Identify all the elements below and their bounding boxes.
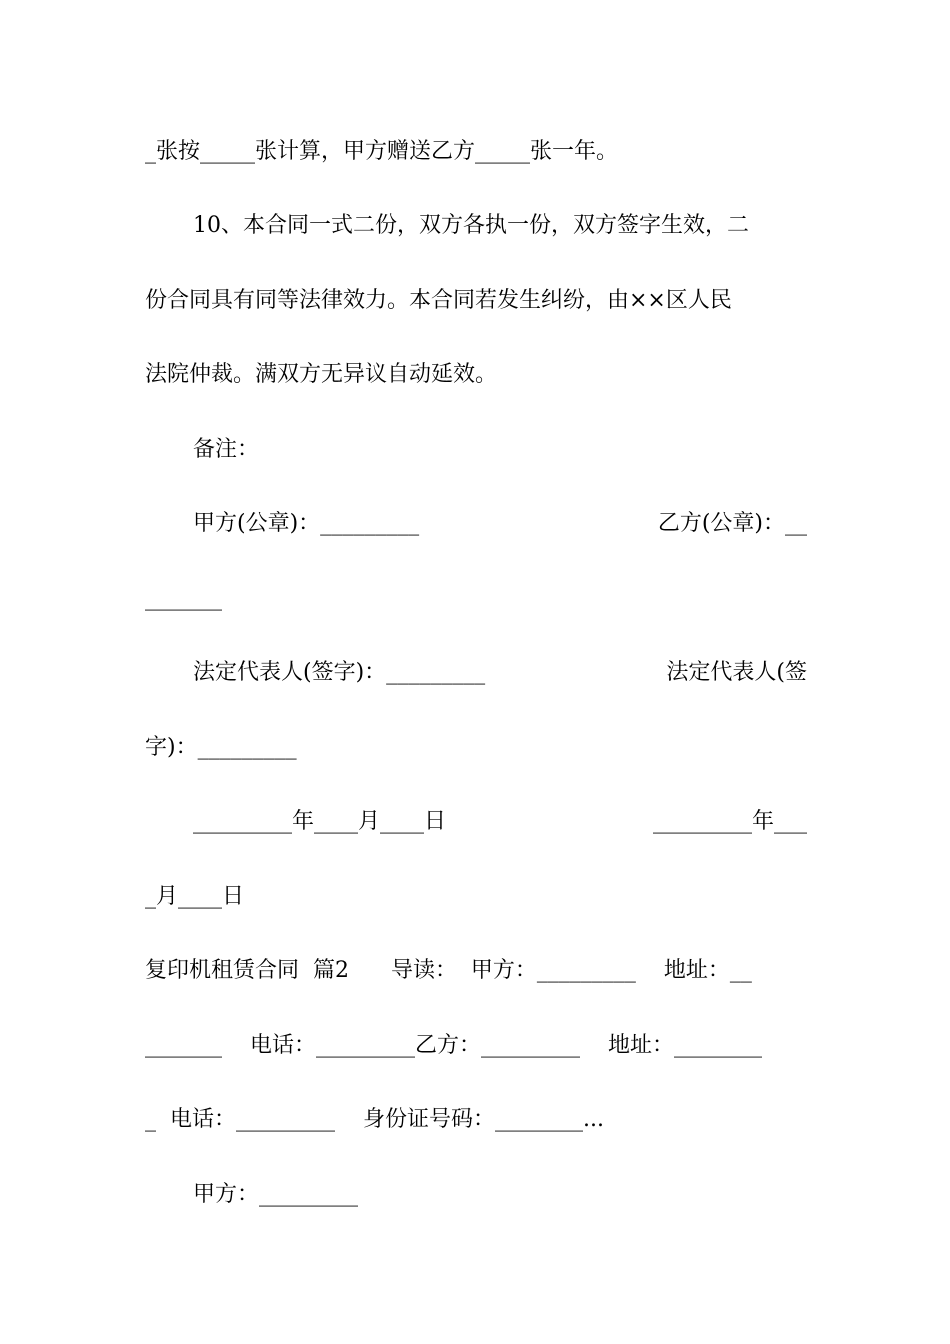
text-line: 法院仲裁。满双方无异议自动延效。: [145, 362, 498, 387]
date-b-line: _________年___: [652, 809, 807, 834]
text-line: 甲方：_________: [193, 1182, 359, 1207]
text-line: 备注：: [193, 437, 260, 462]
text-line: 字)：_________: [145, 735, 297, 760]
section-heading-line: 复印机租赁合同 篇2 导读： 甲方：_________ 地址：__: [145, 958, 752, 983]
text-line: _月____日: [145, 884, 245, 909]
text-line: _ 电话：_________ 身份证号码：________...: [145, 1107, 604, 1132]
text-line: _张按_____张计算，甲方赠送乙方_____张一年。: [145, 139, 619, 164]
party-b-seal-line: 乙方(公章)：__: [657, 511, 807, 536]
text-line: 10、本合同一式二份，双方各执一份，双方签字生效，二: [193, 213, 749, 238]
text-line: 份合同具有同等法律效力。本合同若发生纠纷，由××区人民: [145, 288, 732, 313]
legal-rep-a-line: 法定代表人(签字)：_________: [193, 660, 486, 685]
legal-rep-b-line: 法定代表人(签: [666, 660, 807, 685]
text-line: _______ 电话：_________乙方：_________ 地址：________: [145, 1033, 762, 1058]
text-line: _______: [145, 586, 222, 611]
date-a-line: _________年____月____日: [193, 809, 447, 834]
party-a-seal-line: 甲方(公章)：_________: [193, 511, 420, 536]
